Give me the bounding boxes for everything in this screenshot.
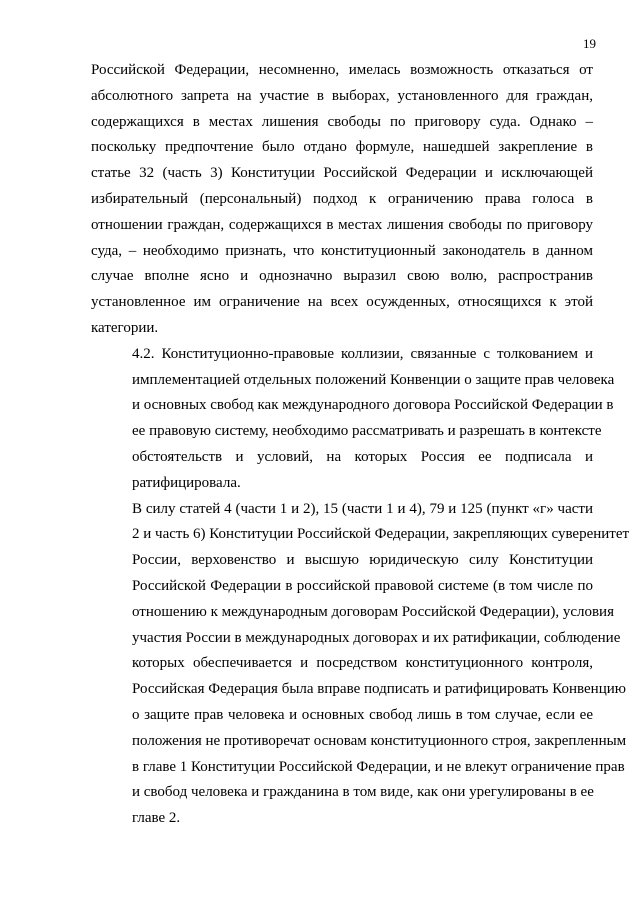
text-line: 2 и часть 6) Конституции Российской Федерации, закрепляющих суверенитет: [132, 526, 630, 543]
text-line: статье 32 (часть 3) Конституции Российской Федерации и исключающей: [91, 165, 593, 182]
text-line: содержащихся в местах лишения свободы по приговору суда. Однако –: [91, 113, 593, 130]
text-line: избирательный (персональный) подход к ограничению права голоса в: [91, 190, 593, 207]
text-line: участия России в международных договорах и их ратификации, соблюдение: [132, 629, 621, 646]
text-line: о защите прав человека и основных свобод лишь в том случае, если ее: [132, 706, 593, 723]
text-line: категории.: [91, 319, 159, 336]
text-line: отношении граждан, содержащихся в местах лишения свободы по приговору: [91, 216, 593, 233]
paragraph-3: [91, 497, 630, 832]
paragraph-1: [91, 58, 593, 342]
paragraph-2: [91, 342, 615, 497]
text-line: Российской Федерации в российской правовой системе (в том числе по: [132, 577, 593, 594]
text-line: отношению к международным договорам Российской Федерации), условия: [132, 603, 614, 620]
text-line: установленное им ограничение на всех осужденных, относящихся к этой: [91, 294, 593, 311]
text-line: которых обеспечивается и посредством конституционного контроля,: [132, 655, 593, 672]
text-line: поскольку предпочтение было отдано формуле, нашедшей закрепление в: [91, 139, 593, 156]
text-line: Российской Федерации, несомненно, имелась возможность отказаться от: [91, 62, 593, 78]
text-line: и свобод человека и гражданина в том виде, как они урегулированы в ее: [132, 784, 594, 801]
text-line: России, верховенство и высшую юридическую силу Конституции: [132, 552, 593, 569]
text-line: ратифицировала.: [132, 474, 241, 491]
page-number: 19: [583, 36, 596, 51]
text-line: 4.2. Конституционно-правовые коллизии, связанные с толкованием и: [132, 345, 593, 362]
text-line: абсолютного запрета на участие в выборах, установленного для граждан,: [91, 87, 593, 104]
text-line: суда, – необходимо признать, что конституционный законодатель в данном: [91, 242, 593, 259]
text-line: Российская Федерация была вправе подписать и ратифицировать Конвенцию: [132, 681, 626, 698]
text-line: обстоятельств и условий, на которых Россия ее подписала и: [132, 448, 593, 465]
text-line: случае вполне ясно и однозначно выразил свою волю, распространив: [91, 268, 593, 285]
text-line: в главе 1 Конституции Российской Федерации, и не влекут ограничение прав: [132, 758, 625, 775]
text-line: В силу статей 4 (части 1 и 2), 15 (части 1 и 4), 79 и 125 (пункт «г» части: [132, 500, 593, 517]
text-line: главе 2.: [132, 810, 181, 827]
text-line: имплементацией отдельных положений Конвенции о защите прав человека: [132, 371, 615, 388]
text-line: положения не противоречат основам конституционного строя, закрепленным: [132, 732, 627, 749]
text-line: ее правовую систему, необходимо рассматривать и разрешать в контексте: [132, 423, 602, 440]
document-body: [91, 58, 630, 832]
text-line: и основных свобод как международного договора Российской Федерации в: [132, 397, 614, 414]
